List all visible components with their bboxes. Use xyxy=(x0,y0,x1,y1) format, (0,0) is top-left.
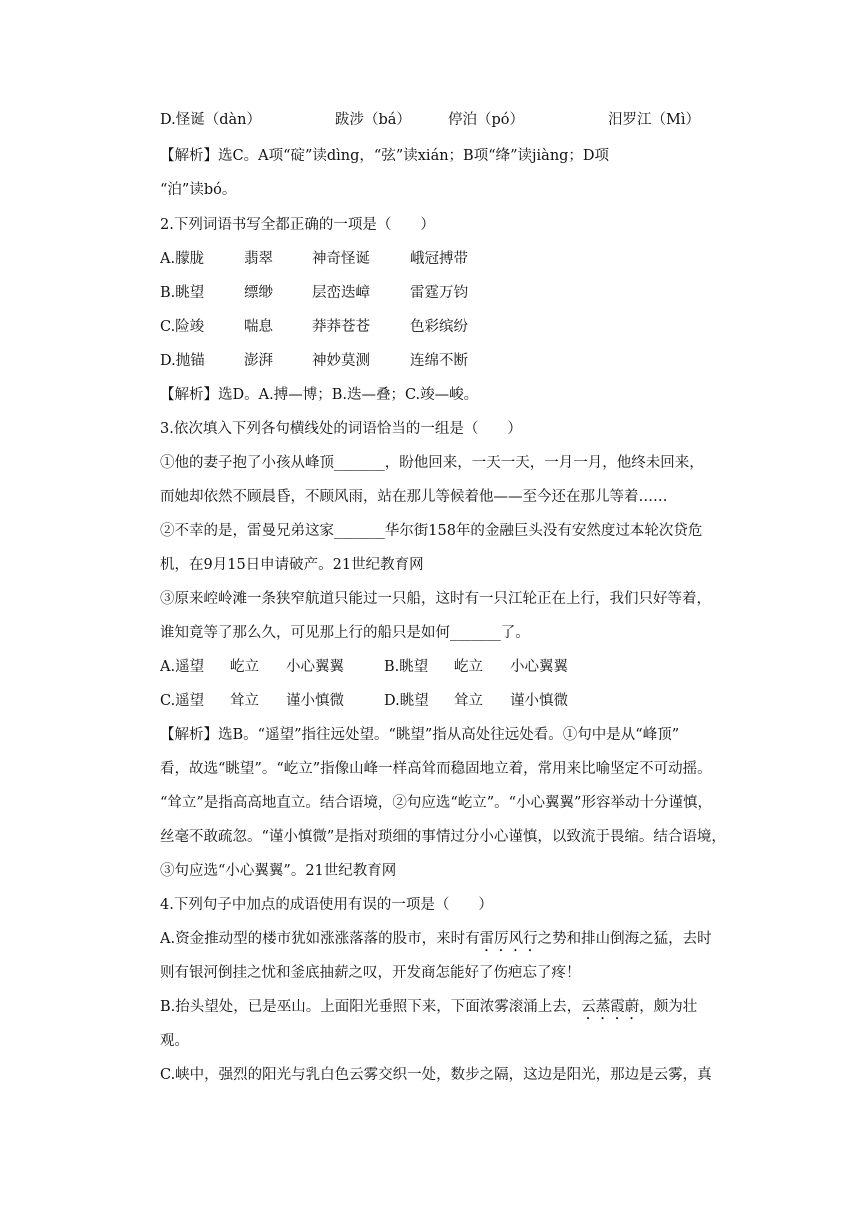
q2b-word4: 雷霆万钧 xyxy=(410,285,468,301)
q2d-word4: 连绵不断 xyxy=(410,353,468,369)
q3-analysis-line2: 看，故选“眺望”。“屹立”指像山峰一样高耸而稳固地立着，常用来比喻坚定不可动摇。 xyxy=(160,761,712,777)
q3-sentence1-line1: ①他的妻子抱了小孩从峰顶_______，盼他回来，一天一天，一月一月，他终未回来， xyxy=(160,455,704,471)
q3-sentence3-line1: ③原来崆岭滩一条狭窄航道只能过一只船，这时有一只江轮正在上行，我们只好等着， xyxy=(160,591,711,607)
q3-analysis-line3: “耸立”是指高高地直立。结合语境，②句应选“屹立”。“小心翼翼”形容举动十分谨慎， xyxy=(160,795,712,811)
q2-analysis: 【解析】选D。A.搏—博；B.迭—叠；C.竣—峻。 xyxy=(160,387,479,403)
q2d-word1: D.抛锚 xyxy=(160,353,205,369)
q2a-word2: 翡翠 xyxy=(244,251,273,267)
q2b-word1: B.眺望 xyxy=(160,285,205,301)
q2a-word1: A.朦胧 xyxy=(160,251,205,267)
q4a-text-pre: A.资金推动型的楼市犹如涨涨落落的股市，来时有 xyxy=(160,931,480,947)
q4a-text-post: 之势和排山倒海之猛，去时 xyxy=(537,931,712,947)
q4-stem: 4.下列句子中加点的成语使用有误的一项是（ ） xyxy=(160,897,493,913)
q3-opt-d-1: D.眺望 xyxy=(384,693,429,709)
option-d-miluojiang: 汨罗江（Mì） xyxy=(608,112,700,128)
q3-options-ab xyxy=(160,657,734,677)
q2-option-b xyxy=(160,283,734,303)
q2b-word3: 层峦迭嶂 xyxy=(312,285,370,301)
q3-opt-d-3: 谨小慎微 xyxy=(510,693,568,709)
q2c-word4: 色彩缤纷 xyxy=(410,319,468,335)
q1-option-d-line xyxy=(160,110,734,130)
option-d-guaidan: D.怪诞（dàn） xyxy=(160,112,261,128)
q3-opt-a-1: A.遥望 xyxy=(160,659,205,675)
q4-option-c-line1: C.峡中，强烈的阳光与乳白色云雾交织一处，数步之隔，这边是阳光，那边是云雾，真 xyxy=(160,1067,712,1083)
q3-sentence2-line1: ②不幸的是，雷曼兄弟这家_______华尔街158年的金融巨头没有安然度过本轮次贷危 xyxy=(160,523,703,539)
q1-analysis-line2: “泊”读bó。 xyxy=(160,182,237,198)
q2c-word1: C.险竣 xyxy=(160,319,205,335)
q3-sentence3-line2: 谁知竟等了那么久，可见那上行的船只是如何_______了。 xyxy=(160,625,530,641)
q3-analysis-line1: 【解析】选B。“遥望”指往远处望。“眺望”指从高处往远处看。①句中是从“峰顶” xyxy=(160,727,680,743)
q3-options-cd xyxy=(160,691,734,711)
q4-option-a-line1 xyxy=(160,929,734,955)
q3-opt-b-1: B.眺望 xyxy=(384,659,429,675)
q4b-text-post: ，颇为壮 xyxy=(639,999,698,1015)
q4-option-b-line1 xyxy=(160,997,734,1023)
q2-option-a xyxy=(160,249,734,269)
q3-opt-b-2: 屹立 xyxy=(454,659,483,675)
q2a-word3: 神奇怪诞 xyxy=(312,251,370,267)
q2d-word2: 澎湃 xyxy=(244,353,273,369)
q2b-word2: 缥缈 xyxy=(244,285,273,301)
q3-opt-c-1: C.遥望 xyxy=(160,693,205,709)
q3-opt-b-3: 小心翼翼 xyxy=(510,659,568,675)
option-d-tingbo: 停泊（pó） xyxy=(448,112,525,128)
q4-option-b-line2: 观。 xyxy=(160,1033,189,1049)
q3-opt-a-3: 小心翼翼 xyxy=(286,659,344,675)
q2a-word4: 峨冠搏带 xyxy=(410,251,468,267)
q2c-word2: 喘息 xyxy=(244,319,273,335)
q2-option-c xyxy=(160,317,734,337)
q3-sentence1-line2: 而她却依然不顾晨昏，不顾风雨，站在那儿等候着他——至今还在那儿等着…… xyxy=(160,489,668,505)
q3-opt-d-2: 耸立 xyxy=(454,693,483,709)
q2-option-d xyxy=(160,351,734,371)
q2d-word3: 神妙莫测 xyxy=(312,353,370,369)
q4-option-a-line2: 则有银河倒挂之忧和釜底抽薪之叹，开发商怎能好了伤疤忘了疼！ xyxy=(160,965,581,981)
q4b-dotted-idiom: 云蒸霞蔚 xyxy=(581,999,640,1015)
q1-analysis-line1: 【解析】选C。A项“碇”读dìng，“弦”读xián；B项“绛”读jiàng；D项 xyxy=(160,148,610,164)
q3-sentence2-line2: 机，在9月15日申请破产。21世纪教育网 xyxy=(160,557,424,573)
option-d-bashe: 跋涉（bá） xyxy=(335,112,411,128)
q3-opt-c-2: 耸立 xyxy=(230,693,259,709)
q3-opt-c-3: 谨小慎微 xyxy=(286,693,344,709)
q3-opt-a-2: 屹立 xyxy=(230,659,259,675)
q2c-word3: 莽莽苍苍 xyxy=(312,319,370,335)
q4b-text-pre: B.抬头望处，已是巫山。上面阳光垂照下来，下面浓雾滚涌上去， xyxy=(160,999,582,1015)
q3-stem: 3.依次填入下列各句横线处的词语恰当的一组是（ ） xyxy=(160,421,522,437)
q4a-dotted-idiom: 雷厉风行 xyxy=(479,931,538,947)
q2-stem: 2.下列词语书写全都正确的一项是（ ） xyxy=(160,217,435,233)
q3-analysis-line4: 丝毫不敢疏忽。“谨小慎微”是指对琐细的事情过分小心谨慎，以致流于畏缩。结合语境， xyxy=(160,829,726,845)
q3-analysis-line5: ③句应选“小心翼翼”。21世纪教育网 xyxy=(160,863,397,879)
